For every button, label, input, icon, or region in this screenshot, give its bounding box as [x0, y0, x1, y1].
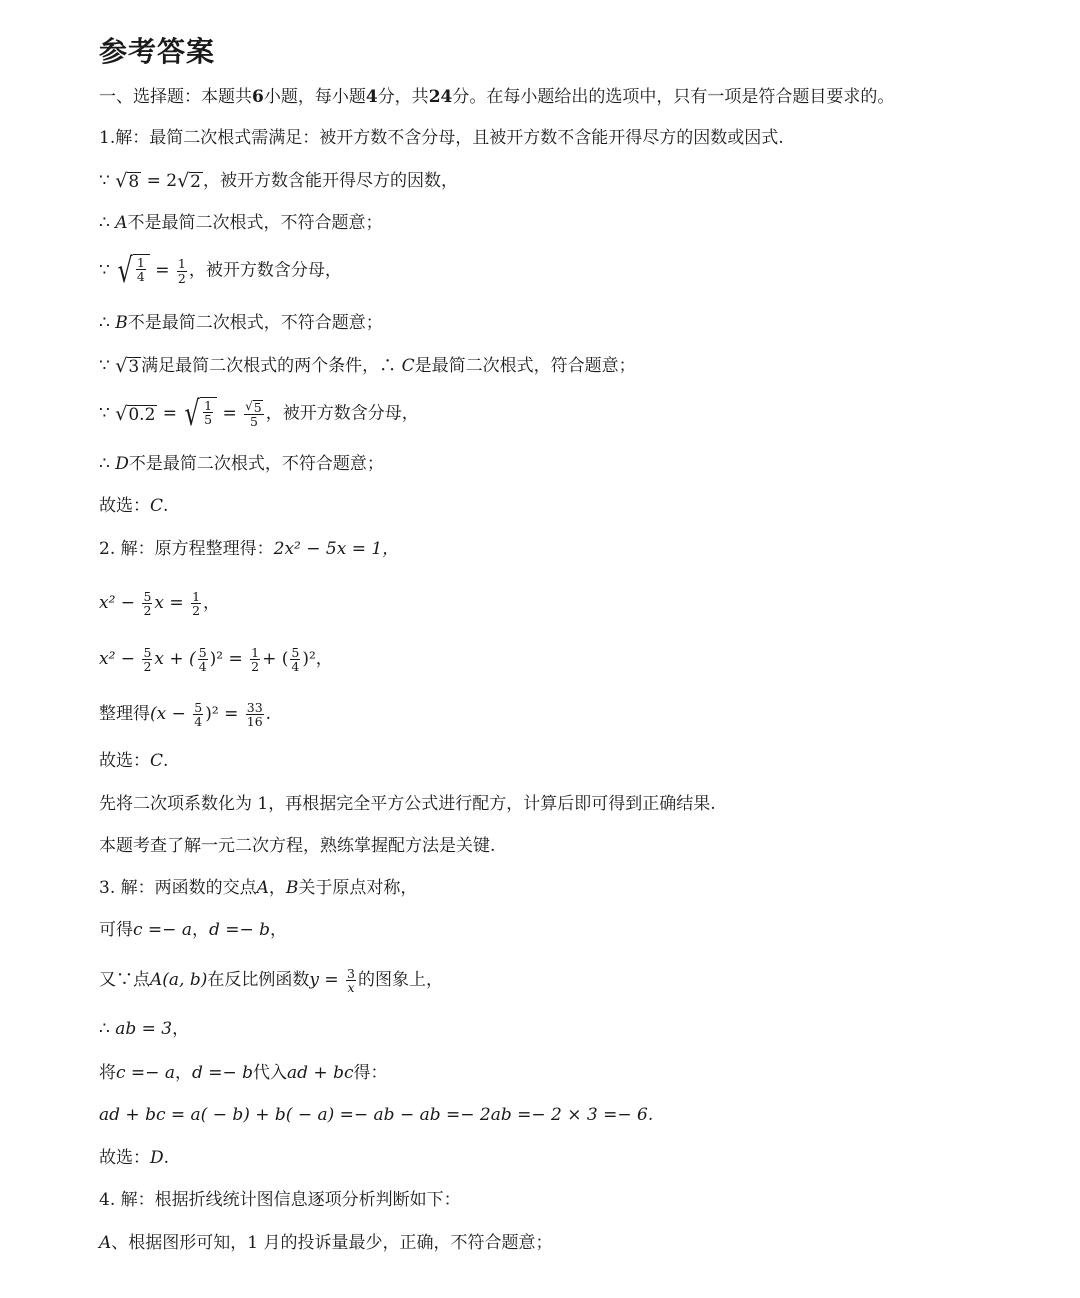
q2-step-1: 2. 解：原方程整理得：2x² − 5x = 1，	[99, 539, 400, 559]
q3-step-3: 又∵点A(a, b)在反比例函数y = $\frac{3}{x}$ 的图象上，	[99, 966, 443, 996]
q4-intro: 4. 解：根据折线统计图信息逐项分析判断如下：	[99, 1190, 461, 1210]
q1-intro: 1.解：最简二次根式需满足：被开方数不含分母，且被开方数不含能开得尽方的因数或因式.	[99, 128, 784, 148]
q3-step-4: ∴ ab = 3，	[99, 1019, 190, 1039]
q3-step-2: 可得c =− a，d =− b，	[99, 920, 288, 940]
q1-step-sqrt8: ∵ √ 8 = 2 √ 2 ，被开方数含能开得尽方的因数，	[99, 170, 458, 192]
page-title: 参考答案	[99, 35, 216, 68]
q3-step-6: ad + bc = a( − b) + b( − a) =− ab − ab =− 2ab =− 2 × 3 =− 6.	[99, 1105, 654, 1125]
q1-answer: 故选：C.	[99, 496, 169, 516]
q3-step-1: 3. 解：两函数的交点A，B关于原点对称，	[99, 878, 418, 898]
q1-step-sqrt3: ∵ √ 3 满足最简二次根式的两个条件，∴ C是最简二次根式，符合题意；	[99, 355, 636, 377]
q1-step-sqrt02: ∵ √ 0.2 = √ $\frac{1}{5}$ = √ 5 5 ，被开方数含分母，	[99, 394, 419, 434]
q1-conclusion-b: ∴ B不是最简二次根式，不符合题意；	[99, 313, 383, 333]
q4-option-a: A、根据图形可知，1 月的投诉量最少，正确，不符合题意；	[99, 1233, 553, 1253]
q2-step-4: 整理得(x − $\frac{5}{4}$ )² = $\frac{33}{16}$ .	[99, 700, 272, 730]
q1-conclusion-a: ∴ A不是最简二次根式，不符合题意；	[99, 213, 383, 233]
q2-step-2: x² − $\frac{5}{2}$ x = $\frac{1}{2}$ ，	[99, 589, 221, 619]
q2-note-2: 本题考查了解一元二次方程，熟练掌握配方法是关键.	[99, 836, 496, 856]
q1-step-sqrt-quarter: ∵ √ $\frac{1}{4}$ = $\frac{1}{2}$ ，被开方数含分母，	[99, 251, 342, 291]
q2-step-3: x² − $\frac{5}{2}$ x + ( $\frac{5}{4}$ )² = $\frac{1}{2}$ + ( $\frac{5}{4}$ )²，	[99, 645, 333, 675]
q1-conclusion-d: ∴ D不是最简二次根式，不符合题意；	[99, 454, 384, 474]
q2-answer: 故选：C.	[99, 751, 169, 771]
q2-note-1: 先将二次项系数化为 1，再根据完全平方公式进行配方，计算后即可得到正确结果.	[99, 794, 716, 814]
q3-answer: 故选：D.	[99, 1148, 170, 1168]
q3-step-5: 将c =− a，d =− b代入ad + bc得：	[99, 1063, 388, 1083]
section-heading: 一、选择题：本题共6小题，每小题4分，共24分。在每小题给出的选项中，只有一项是符合题目要求的。	[99, 87, 895, 107]
